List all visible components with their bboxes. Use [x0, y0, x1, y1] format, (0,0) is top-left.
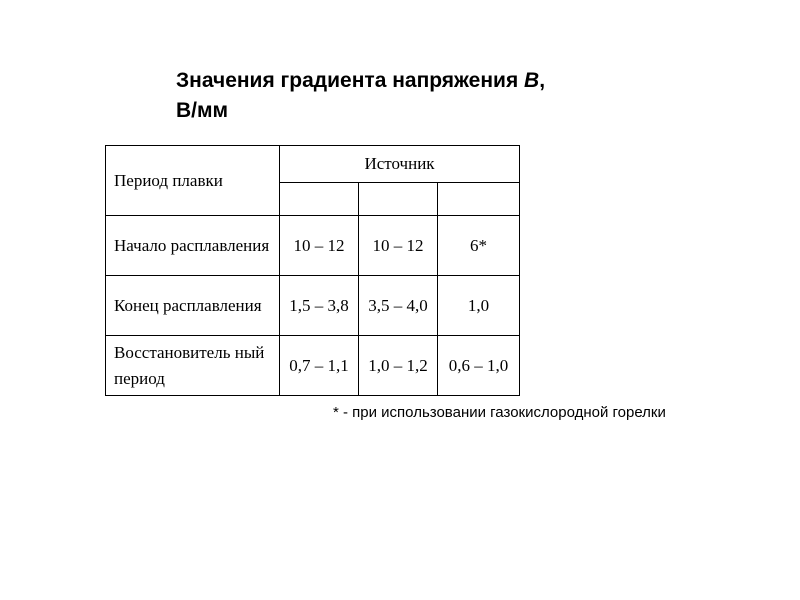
table-row — [106, 336, 520, 396]
row-value: 1,5 – 3,8 — [280, 276, 359, 336]
footnote: * - при использовании газокислородной горелки — [333, 404, 666, 421]
title-comma: , — [539, 69, 546, 92]
title-unit: В/мм — [176, 99, 229, 122]
row-value: 0,7 – 1,1 — [280, 336, 359, 396]
table-header-row — [106, 146, 520, 183]
row-value: 3,5 – 4,0 — [359, 276, 438, 336]
row-value: 6* — [438, 216, 520, 276]
row-period: Конец расплавления — [106, 276, 280, 336]
page-title — [176, 66, 676, 126]
voltage-gradient-table — [105, 145, 520, 396]
row-period: Начало расплавления — [106, 216, 280, 276]
row-value: 0,6 – 1,0 — [438, 336, 520, 396]
subheader-cell — [359, 183, 438, 216]
row-value: 10 – 12 — [280, 216, 359, 276]
row-period: Восстановитель ный период — [106, 336, 280, 396]
header-period: Период плавки — [106, 146, 280, 216]
subheader-cell — [438, 183, 520, 216]
row-value: 10 – 12 — [359, 216, 438, 276]
subheader-cell — [280, 183, 359, 216]
table-row — [106, 216, 520, 276]
row-value: 1,0 – 1,2 — [359, 336, 438, 396]
row-value: 1,0 — [438, 276, 520, 336]
title-symbol: B — [524, 69, 540, 92]
title-text: Значения градиента напряжения — [176, 69, 525, 92]
header-source: Источник — [280, 146, 520, 183]
table-row — [106, 276, 520, 336]
